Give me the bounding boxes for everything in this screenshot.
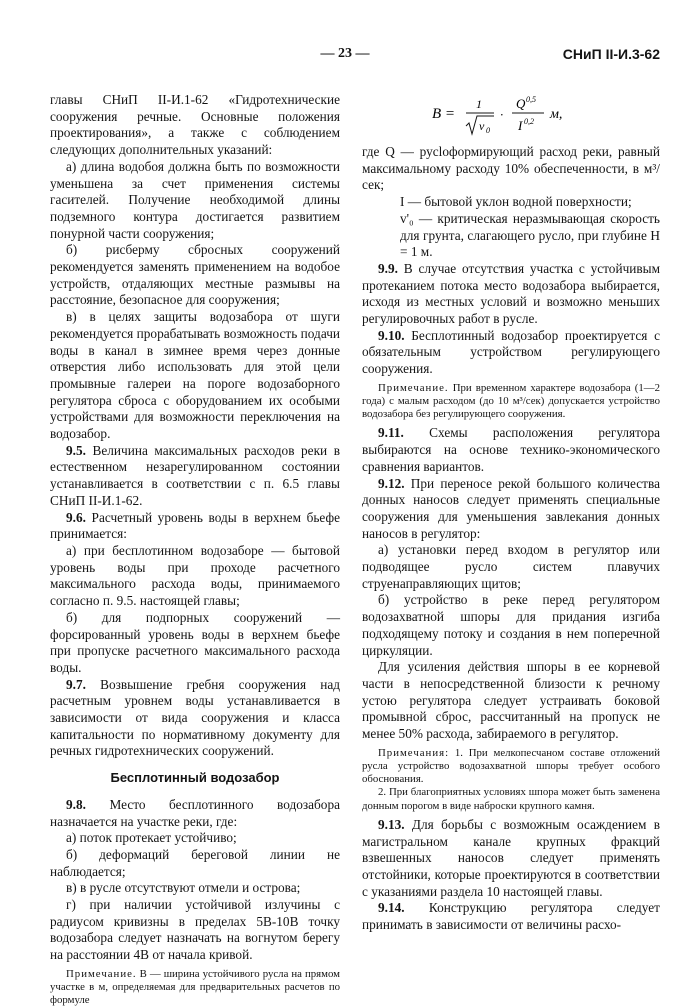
formula-v-sub: 0 xyxy=(486,126,490,135)
paragraph: Для усиления действия шпоры в ее корневой части в непосредственной близости к речному устою регулятора следует устраивать боковой промывной сброс, рассчитанный на пропуск не менее 50% расхода, забираемого в регулятор. xyxy=(362,659,660,742)
clause-9-9 xyxy=(362,261,660,328)
list-item: а) при бесплотинном водозаборе — бытовой уровень воды при проходе расчетного максимального расхода воды, принимаемого согласно п. 9.5. настоящей главы; xyxy=(50,542,340,609)
formula xyxy=(362,92,660,144)
clause-9-12 xyxy=(362,476,660,543)
clause-text: Место бесплотинного водозабора назначается на участке реки, где: xyxy=(50,796,340,829)
clause-number: 9.12. xyxy=(378,475,405,491)
paragraph: главы СНиП II-И.1-62 «Гидротехнические сооружения речные. Основные положения проектирования», а также с соблюдением следующих дополнительных указаний: xyxy=(50,92,340,158)
clause-text: Схемы расположения регулятора выбираются на основе технико-экономического сравнения вариантов. xyxy=(362,425,660,474)
formula-q: Q xyxy=(516,96,526,111)
clause-text: При переносе рекой большого количества донных наносов следует применять специальные сооружения для уменьшения завлекания донных наносов в регулятор: xyxy=(362,475,660,541)
running-head: СНиП II-И.3-62 xyxy=(562,46,660,62)
list-item: б) устройство в реке перед регулятором водозахватной шпоры для придания изгиба подходящему потоку и создания в нем поперечной циркуляции. xyxy=(362,592,660,658)
definition-q: где Q — русloформирующий расход реки, равный максимальному расходу 10% обеспеченности, в м³/сек; xyxy=(362,144,660,193)
note xyxy=(362,747,660,787)
clause-text: Возвышение гребня сооружения над расчетным уровнем воды устанавливается в зависимости от вида сооружения и класса капитальности по нормативному документу для речных гидротехнических сооружений. xyxy=(50,676,340,759)
clause-text: Конструкцию регулятора следует принимать в зависимости от величины расхо- xyxy=(362,900,660,933)
clause-text: Расчетный уровень воды в верхнем бьефе принимается: xyxy=(50,509,340,542)
list-item: а) длина водобоя должна быть по возможности уменьшена за счет применения системы гасителей. Получение необходимой длины подземного контура достигается развитием понурной части сооружения; xyxy=(50,158,340,241)
clause-9-5 xyxy=(50,443,340,510)
list-item: б) рисберму сбросных сооружений рекомендуется заменять применением на водобое устройств, отдаляющих местные размывы на расстояние, безопасное для сооружения; xyxy=(50,242,340,308)
list-item: в) в русле отсутствуют отмели и острова; xyxy=(66,880,301,896)
note-label: Примечание. xyxy=(66,967,137,980)
formula-unit: м, xyxy=(550,107,563,122)
clause-number: 9.7. xyxy=(66,676,86,692)
clause-9-14 xyxy=(362,900,660,933)
note xyxy=(50,968,340,1007)
clause-9-11 xyxy=(362,425,660,475)
svg-text:·: · xyxy=(500,107,504,122)
clause-9-13 xyxy=(362,817,660,901)
formula-graphic xyxy=(432,92,642,144)
formula-i: I xyxy=(518,118,523,133)
clause-number: 9.6. xyxy=(66,509,86,525)
list-item: а) поток протекает устойчиво; xyxy=(66,830,237,846)
clause-text: В случае отсутствия участка с устойчивым протеканием потока место водозабора выбирается, исходя из местных условий и возможно меньших регулировочных работ в русле. xyxy=(362,260,660,327)
list-item: а) установки перед входом в регулятор или подводящее русло систем плавучих струенаправляющих щитов; xyxy=(362,542,660,591)
definition-i: I — бытовой уклон водной поверхности; xyxy=(400,194,632,210)
left-column xyxy=(50,92,340,1007)
clause-9-6 xyxy=(50,510,340,543)
clause-number: 9.8. xyxy=(66,796,86,812)
definition-v: v'₀ — критическая неразмывающая скорость для грунта, слагающего русло, при глубине H = 1 м. xyxy=(400,210,660,260)
list-item: б) для подпорных сооружений — форсированный уровень воды в верхнем бьефе при пропуске расчетного максимального расхода воды. xyxy=(50,609,340,675)
clause-number: 9.9. xyxy=(378,260,398,276)
list-item: г) при наличии устойчивой излучины с радиусом кривизны в пределах 5B-10B точку водозабора следует назначать на вогнутом берегу на расстоянии 4B от начала кривой. xyxy=(50,897,340,963)
clause-number: 9.11. xyxy=(378,425,404,441)
note-text: 2. При благоприятных условиях шпора может быть заменена донным порогом в виде наброски крупного камня. xyxy=(362,786,660,812)
formula-i-exp: 0,2 xyxy=(524,117,534,126)
clause-text: Величина максимальных расходов реки в естественном незарегулированном состоянии устанавливается в соответствии с п. 6.5 главы СНиП II-И.1-62. xyxy=(50,442,340,508)
clause-number: 9.14. xyxy=(378,900,405,916)
formula-q-exp: 0,5 xyxy=(526,95,536,104)
list-item: б) деформаций береговой линии не наблюдается; xyxy=(50,846,340,879)
note-text: 1. При мелкопесчаном составе отложений русла устройство водозахватной шпоры требует особого обоснования. xyxy=(362,746,660,786)
clause-text: Для борьбы с возможным осаждением в магистральном канале крупных фракций взвешенных наносов следует применять отстойники, которые проектируются в соответствии с указаниями раздела 10 настоящей главы. xyxy=(362,816,660,899)
clause-number: 9.10. xyxy=(378,327,405,343)
page-number: — 23 — xyxy=(320,46,370,61)
note-text: В — ширина устойчивого русла на прямом участке в м, определяемая для предварительных расчетов по формуле xyxy=(50,967,340,1007)
formula-lhs: B = xyxy=(432,106,456,122)
right-column xyxy=(362,92,660,934)
formula-v: v xyxy=(479,119,485,133)
note xyxy=(362,382,660,422)
clause-9-10 xyxy=(362,328,660,378)
clause-9-8 xyxy=(50,797,340,830)
clause-text: Бесплотинный водозабор проектируется с обязательным устройством регулирующего сооружения. xyxy=(362,327,660,377)
list-item: в) в целях защиты водозабора от шуги рекомендуется прорабатывать возможность подачи воды в канал в зимнее время через донные отверстия либо использовать для этой цели промывные галереи на пороге водозаборного регулятора сброса с оборудованием их особыми устройствами для возможности переключения на водозабор. xyxy=(50,309,340,442)
formula-one: 1 xyxy=(476,97,482,111)
note-label: Примечание. xyxy=(378,381,449,394)
clause-number: 9.5. xyxy=(66,442,86,458)
clause-9-7 xyxy=(50,677,340,761)
note-text: При временном характере водозабора (1—2 года) с малым расходом (до 10 м³/сек) допускается устройство водозабора без регулирующего сооружения. xyxy=(362,381,660,421)
section-title: Бесплотинный водозабор xyxy=(110,770,280,786)
note-label: Примечания: xyxy=(378,746,450,759)
clause-number: 9.13. xyxy=(378,816,405,832)
